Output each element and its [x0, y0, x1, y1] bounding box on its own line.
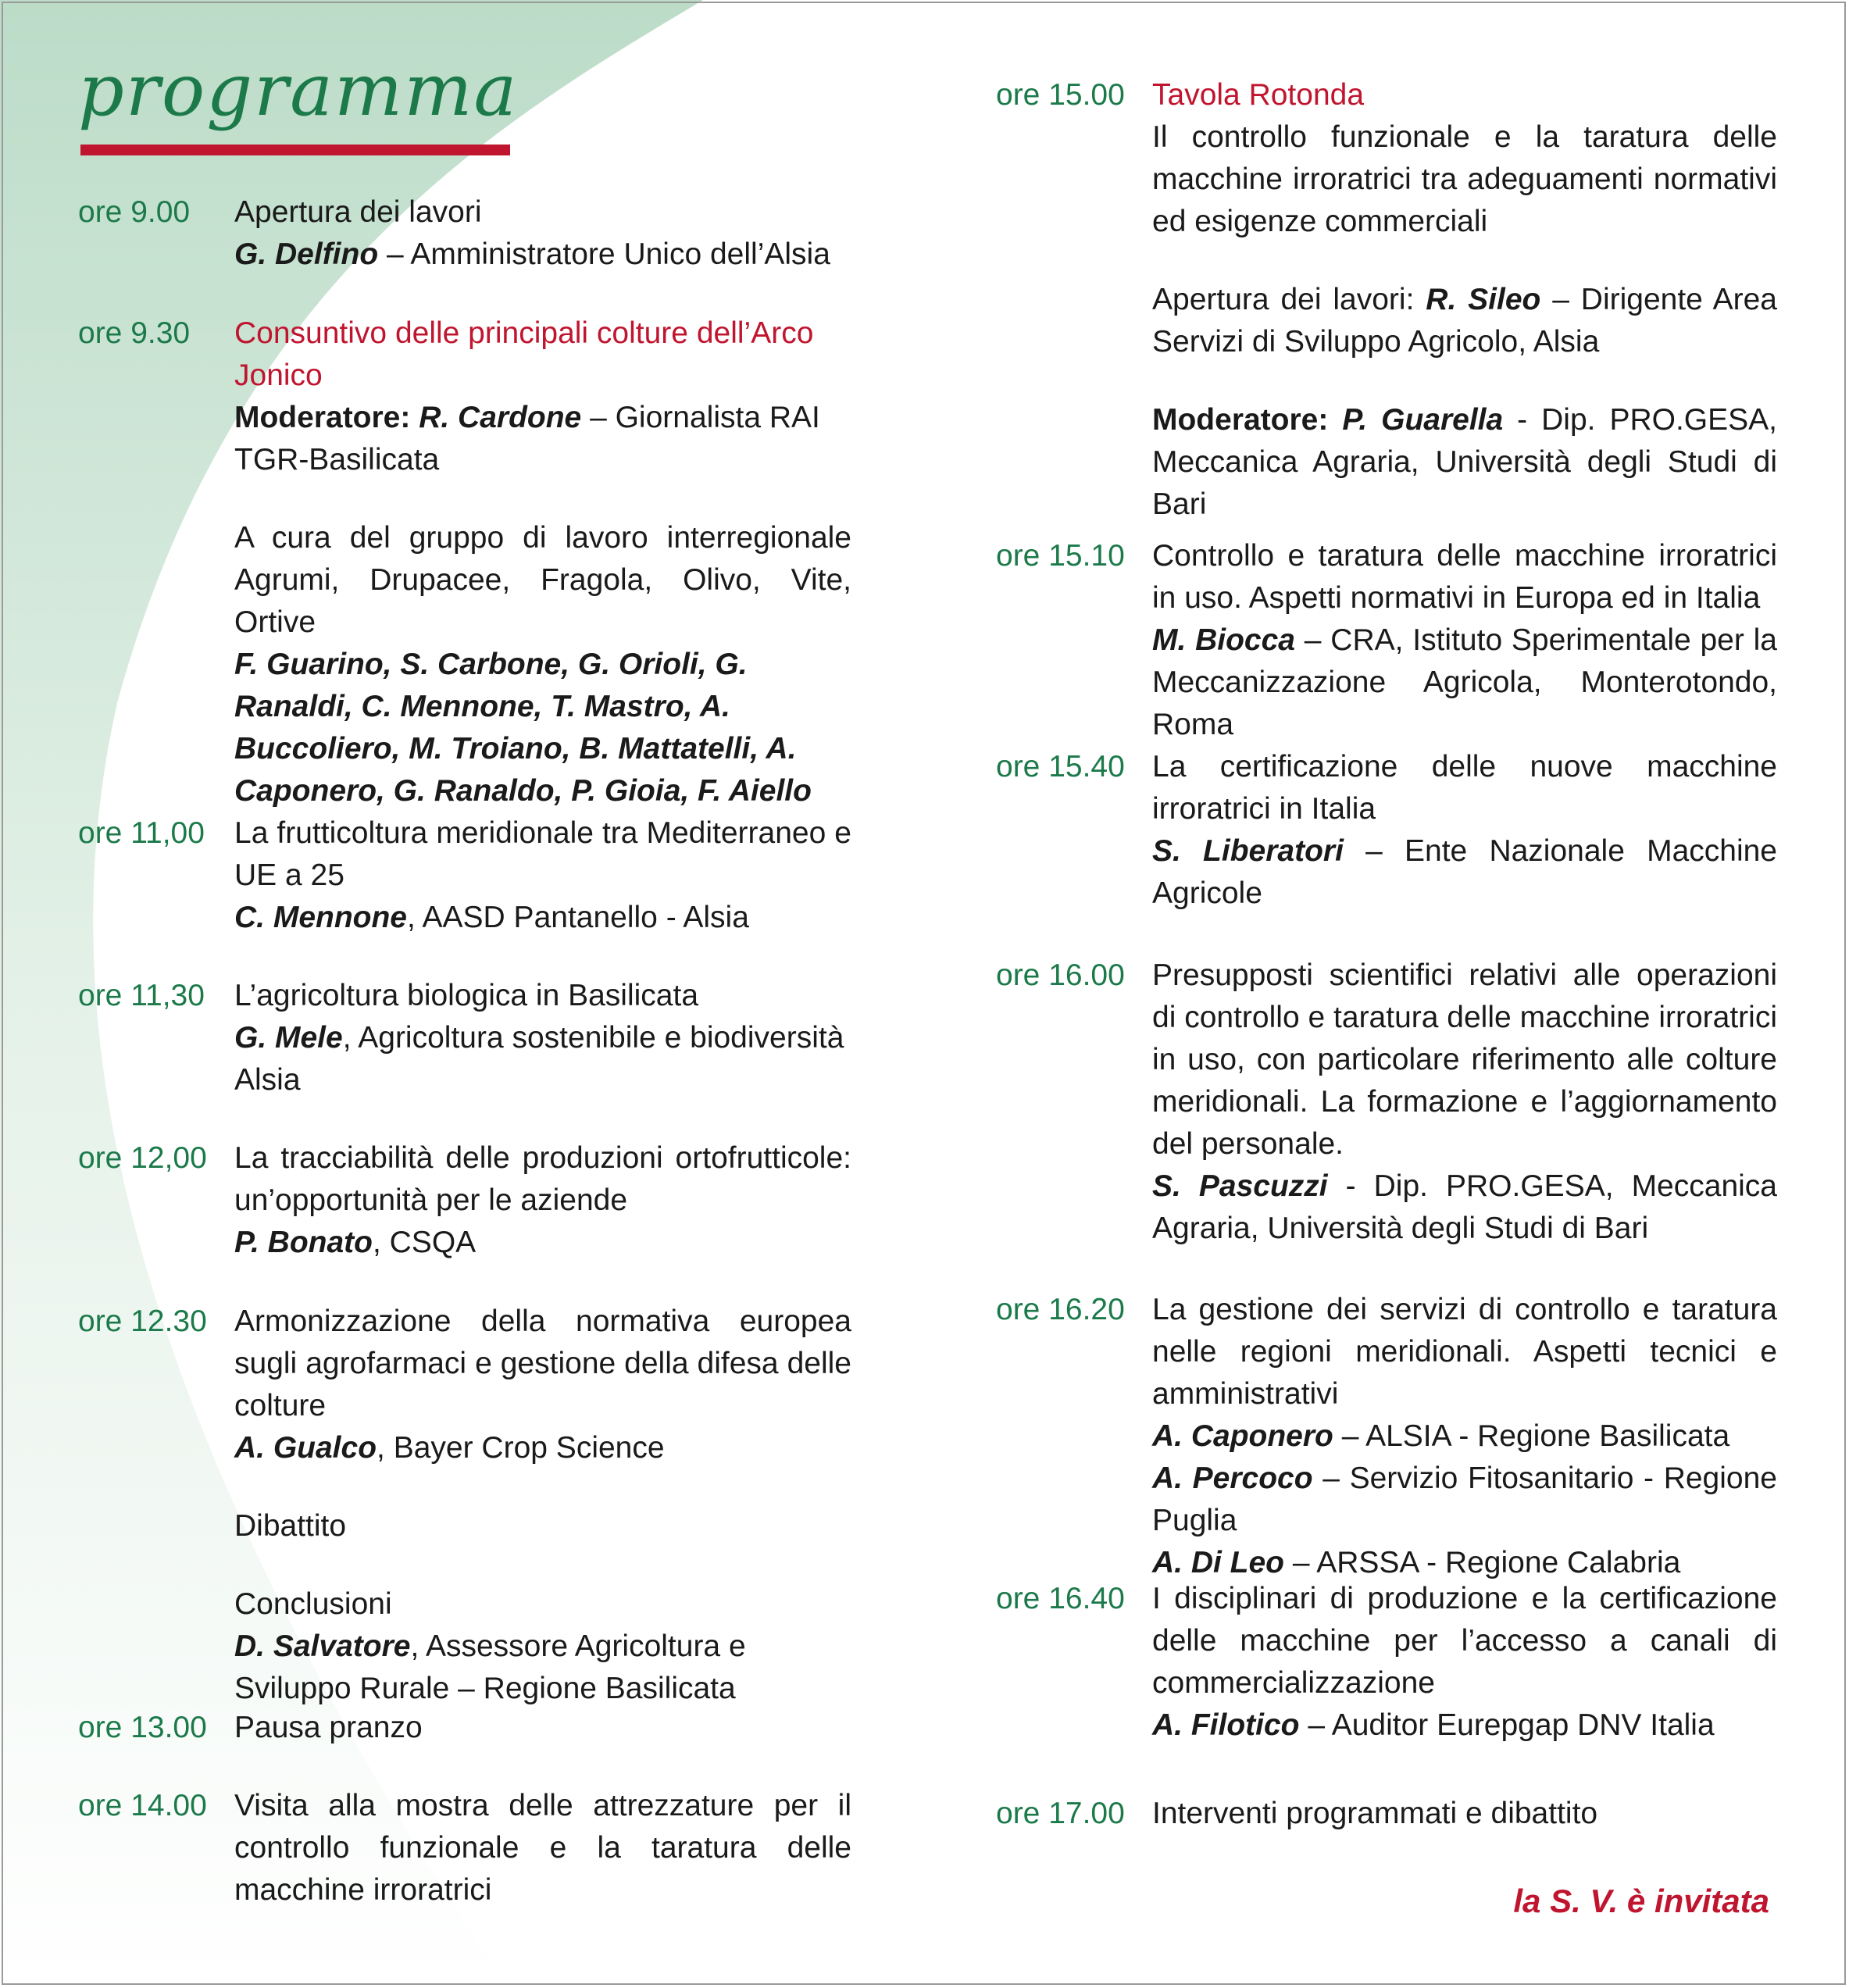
schedule-line: [234, 812, 851, 897]
schedule-item: [996, 535, 1777, 746]
line-text: Pausa pranzo: [234, 1711, 423, 1744]
speaker-name: P. Bonato: [234, 1226, 373, 1259]
speaker-name: A. Gualco: [234, 1431, 377, 1465]
schedule-item: [78, 191, 851, 276]
speaker-name: G. Mele: [234, 1021, 343, 1055]
schedule-item: [996, 746, 1777, 915]
role-label: Moderatore:: [234, 401, 419, 434]
spacer: [1152, 243, 1777, 279]
schedule-time: ore 11,00: [78, 816, 205, 850]
schedule-time: ore 17.00: [996, 1797, 1125, 1830]
schedule-item: [78, 812, 851, 939]
line-text: Dibattito: [234, 1509, 347, 1543]
schedule-line: [234, 234, 851, 276]
schedule-content: [1152, 74, 1777, 526]
schedule-line: [1152, 399, 1777, 526]
speaker-name: D. Salvatore: [234, 1629, 411, 1663]
schedule-line: [1152, 1415, 1777, 1458]
schedule-line: [1152, 1165, 1777, 1250]
schedule-item: [78, 1785, 851, 1911]
schedule-content: [234, 1785, 851, 1911]
schedule-line: [234, 1427, 851, 1469]
speaker-affiliation: , CSQA: [372, 1226, 477, 1259]
title-underline: [80, 145, 510, 155]
line-text: Il controllo funzionale e la taratura delle macchine irroratrici tra adeguamenti normativi ed esigenze commerciali: [1152, 120, 1777, 238]
schedule-time: ore 15.10: [996, 539, 1125, 573]
schedule-item: [78, 1301, 851, 1710]
schedule-line: [1152, 535, 1777, 619]
schedule-line: [234, 1583, 851, 1626]
schedule-item: [78, 975, 851, 1101]
schedule-content: [1152, 1289, 1777, 1584]
schedule-line: [1152, 746, 1777, 830]
schedule-time: ore 16.00: [996, 958, 1125, 992]
line-text: I disciplinari di produzione e la certificazione delle macchine per l’accesso a canali di commercializzazione: [1152, 1582, 1777, 1700]
schedule-line: [1152, 1458, 1777, 1542]
role-label: Moderatore:: [1152, 403, 1343, 437]
schedule-content: [234, 1707, 851, 1749]
line-text: Presupposti scientifici relativi alle operazioni di controllo e taratura delle macchine irroratrici in uso, con particolare riferimento alle colture meridionali. La formazione e l’aggiornamento del personale.: [1152, 958, 1777, 1161]
schedule-item: [996, 955, 1777, 1250]
line-text: Armonizzazione della normativa europea sugli agrofarmaci e gestione della difesa delle colture: [234, 1305, 851, 1422]
schedule-line: [1152, 1793, 1777, 1835]
speaker-name: A. Filotico: [1152, 1708, 1300, 1742]
line-text: Apertura dei lavori:: [1152, 283, 1426, 316]
schedule-item: [78, 1137, 851, 1264]
schedule-line: [234, 644, 851, 812]
speaker-affiliation: , Assessore Agricoltura e Sviluppo Rurale – Regione Basilicata: [234, 1629, 746, 1705]
schedule-line: [1152, 1289, 1777, 1415]
speaker-affiliation: – Amministratore Unico dell’Alsia: [378, 237, 830, 271]
speaker-affiliation: – Dirigente Area Servizi di Sviluppo Agricolo, Alsia: [1152, 283, 1777, 359]
speaker-affiliation: – Servizio Fitosanitario - Regione Puglia: [1152, 1462, 1777, 1537]
schedule-line: [234, 1301, 851, 1427]
spacer: [234, 1469, 851, 1505]
schedule-line: [234, 1017, 851, 1101]
line-text: L’agricoltura biologica in Basilicata: [234, 979, 699, 1012]
line-text: La tracciabilità delle produzioni ortofrutticole: un’opportunità per le aziende: [234, 1141, 851, 1217]
line-text: Controllo e taratura delle macchine irroratrici in uso. Aspetti normativi in Europa ed in Italia: [1152, 539, 1777, 615]
schedule-content: [234, 191, 851, 276]
speaker-name: S. Pascuzzi: [1152, 1169, 1328, 1203]
speaker-name: A. Di Leo: [1152, 1546, 1285, 1579]
speaker-affiliation: - Dip. PRO.GESA, Meccanica Agraria, Università degli Studi di Bari: [1152, 403, 1778, 521]
speaker-affiliation: – Giornalista RAI TGR-Basilicata: [234, 401, 820, 476]
schedule-time: ore 14.00: [78, 1789, 207, 1822]
schedule-content: [234, 312, 851, 812]
schedule-time: ore 12.30: [78, 1305, 207, 1338]
schedule-time: ore 15.00: [996, 78, 1125, 112]
schedule-time: ore 13.00: [78, 1711, 207, 1744]
session-title: Consuntivo delle principali colture dell’Arco Jonico: [234, 316, 814, 392]
speaker-affiliation: – CRA, Istituto Sperimentale per la Meccanizzazione Agricola, Monterotondo, Roma: [1152, 623, 1778, 741]
speaker-name: S. Liberatori: [1152, 834, 1344, 868]
schedule-line: [234, 1785, 851, 1911]
speaker-name: R. Cardone: [419, 401, 582, 434]
schedule-content: [1152, 1578, 1777, 1747]
schedule-item: [996, 1289, 1777, 1584]
speaker-name: M. Biocca: [1152, 623, 1296, 657]
line-text: La gestione dei servizi di controllo e taratura nelle regioni meridionali. Aspetti tecnici e amministrativi: [1152, 1293, 1777, 1411]
session-title: Tavola Rotonda: [1152, 78, 1365, 112]
schedule-time: ore 16.40: [996, 1582, 1125, 1615]
schedule-item: [78, 312, 851, 812]
page-title: programma: [78, 48, 519, 132]
line-text: Conclusioni: [234, 1587, 392, 1621]
schedule-content: [234, 975, 851, 1101]
speaker-name: F. Guarino, S. Carbone, G. Orioli, G. Ranaldi, C. Mennone, T. Mastro, A. Buccoliero, M. Troiano, B. Mattatelli, A. Caponero, G. Ranaldo, P. Gioia, F. Aiello: [234, 648, 812, 808]
schedule-line: [234, 1626, 851, 1710]
line-text: La certificazione delle nuove macchine irroratrici in Italia: [1152, 750, 1777, 826]
speaker-name: P. Guarella: [1342, 403, 1504, 437]
schedule-line: [1152, 1704, 1777, 1747]
line-text: Apertura dei lavori: [234, 195, 482, 229]
schedule-time: ore 15.40: [996, 750, 1125, 783]
schedule-line: [234, 1707, 851, 1749]
schedule-item: [996, 1793, 1777, 1835]
schedule-line: [1152, 955, 1777, 1165]
line-text: A cura del gruppo di lavoro interregionale Agrumi, Drupacee, Fragola, Olivo, Vite, Ortive: [234, 521, 851, 639]
schedule-content: [234, 1137, 851, 1264]
speaker-affiliation: , AASD Pantanello - Alsia: [407, 901, 749, 934]
schedule-line: [234, 517, 851, 644]
schedule-content: [1152, 955, 1777, 1250]
schedule-line: [234, 975, 851, 1017]
schedule-line: [234, 191, 851, 234]
speaker-affiliation: – Ente Nazionale Macchine Agricole: [1152, 834, 1777, 910]
schedule-line: [1152, 279, 1777, 363]
schedule-line: [234, 1222, 851, 1264]
schedule-time: ore 9.30: [78, 316, 191, 350]
speaker-name: C. Mennone: [234, 901, 407, 934]
speaker-affiliation: – ALSIA - Regione Basilicata: [1333, 1419, 1730, 1453]
spacer: [1152, 363, 1777, 399]
schedule-content: [1152, 1793, 1777, 1835]
schedule-item: [996, 1578, 1777, 1747]
speaker-name: A. Percoco: [1152, 1462, 1313, 1495]
speaker-affiliation: – Auditor Eurepgap DNV Italia: [1299, 1708, 1715, 1742]
schedule-content: [1152, 746, 1777, 915]
schedule-item: [78, 1707, 851, 1749]
line-text: La frutticoltura meridionale tra Mediterraneo e UE a 25: [234, 816, 851, 892]
schedule-content: [234, 812, 851, 939]
schedule-line: [1152, 830, 1777, 915]
speaker-name: R. Sileo: [1426, 283, 1541, 316]
schedule-content: [1152, 535, 1777, 746]
schedule-line: [234, 397, 851, 481]
invitation-text: la S. V. è invitata: [1513, 1883, 1769, 1919]
schedule-time: ore 12,00: [78, 1141, 207, 1175]
speaker-name: G. Delfino: [234, 237, 379, 271]
schedule-line: [1152, 74, 1777, 116]
schedule-line: [1152, 619, 1777, 746]
schedule-line: [1152, 116, 1777, 243]
speaker-name: A. Caponero: [1152, 1419, 1333, 1453]
schedule-content: [234, 1301, 851, 1710]
line-text: Interventi programmati e dibattito: [1152, 1797, 1598, 1830]
speaker-affiliation: - Dip. PRO.GESA, Meccanica Agraria, Università degli Studi di Bari: [1152, 1169, 1777, 1245]
speaker-affiliation: – ARSSA - Regione Calabria: [1284, 1546, 1681, 1579]
schedule-time: ore 11,30: [78, 979, 205, 1012]
spacer: [234, 481, 851, 517]
schedule-line: [234, 1505, 851, 1547]
schedule-time: ore 9.00: [78, 195, 191, 229]
spacer: [234, 1547, 851, 1583]
line-text: Visita alla mostra delle attrezzature per il controllo funzionale e la taratura delle macchine irroratrici: [234, 1789, 851, 1907]
schedule-line: [1152, 1578, 1777, 1704]
schedule-line: [234, 1137, 851, 1222]
schedule-time: ore 16.20: [996, 1293, 1125, 1326]
schedule-line: [234, 312, 851, 397]
speaker-affiliation: , Bayer Crop Science: [377, 1431, 665, 1465]
speaker-affiliation: , Agricoltura sostenibile e biodiversità Alsia: [234, 1021, 844, 1097]
schedule-line: [234, 897, 851, 939]
schedule-item: [996, 74, 1777, 526]
